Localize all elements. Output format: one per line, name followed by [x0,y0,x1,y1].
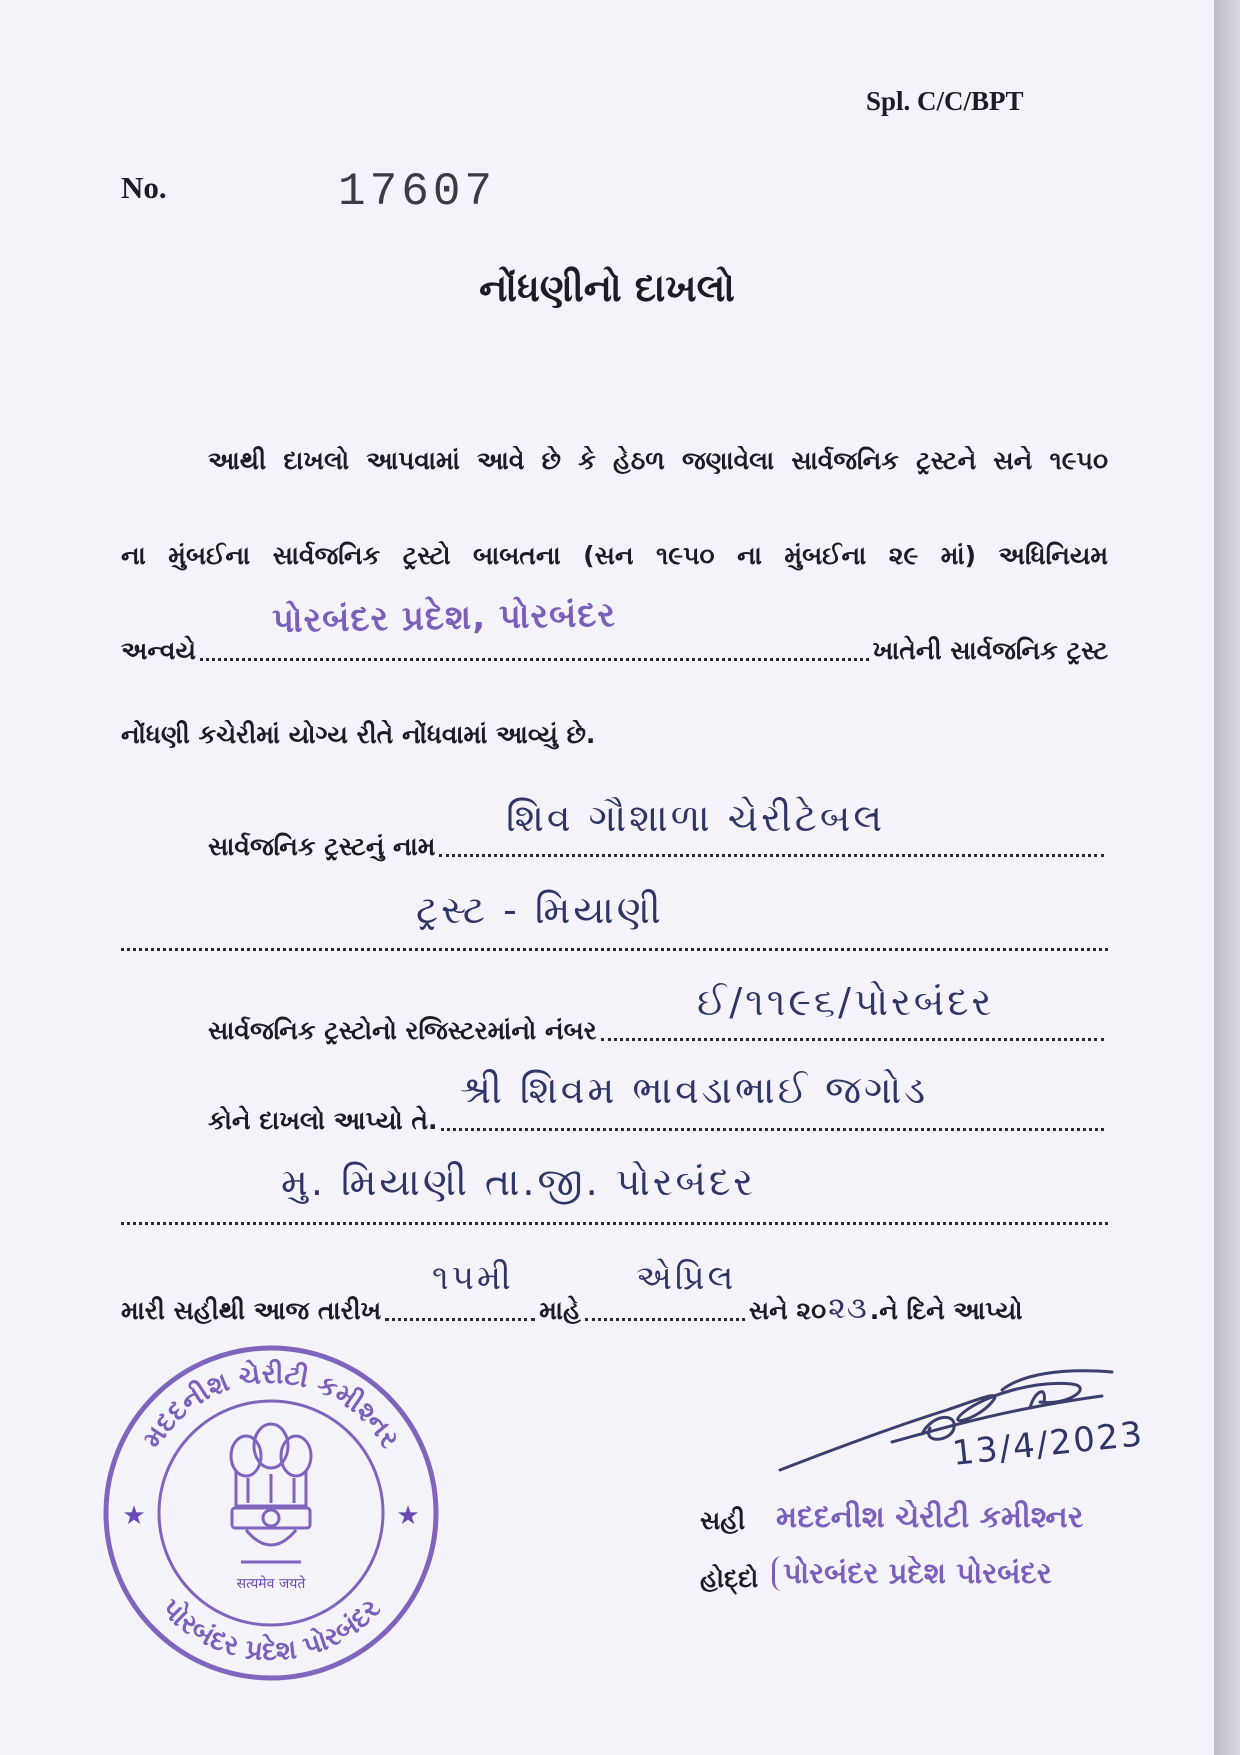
month-label: માહે [539,1296,581,1325]
office-stamp: પોરબંદર પ્રદેશ, પોરબંદર [271,595,617,641]
day-dotted-field [385,1317,535,1321]
issued-to-label: કોને દાખલો આપ્યો તે. [208,1106,438,1135]
month-dotted-field [585,1317,745,1321]
page-title: નોંધણીનો દાખલો [479,266,735,310]
star-icon: ★ [122,1501,146,1530]
trust-name-dotted-field [439,853,1104,857]
lion-capital-emblem-icon [231,1424,311,1562]
body-line-3 [121,632,1108,666]
register-number-value: ઈ/૧૧૯૬/પોરબંદર [697,980,995,1024]
body-line-1: આથી દાખલો આપવામાં આવે છે કે હેઠળ જણાવેલા સાર્વજનિક ટ્રસ્ટને સને ૧૯૫૦ [208,446,1108,475]
register-number-dotted-field [601,1037,1104,1041]
star-icon: ★ [396,1501,420,1530]
trust-name-value-line-1: શિવ ગૌશાળા ચેરીટેબલ [506,796,886,840]
designation-label: હોદ્દો [700,1564,759,1593]
certificate-number: 17607 [338,166,497,218]
year-suffix: ૨૩ [828,1291,868,1326]
issued-to-dotted-field [441,1127,1104,1131]
seal-motto: सत्यमेव जयते [236,1576,306,1592]
sign-label: સહી [700,1506,746,1535]
body-line-4: નોંધણી કચેરીમાં યોગ્ય રીતે નોંધવામાં આવ્યું છે. [121,720,596,749]
trust-name-label: સાર્વજનિક ટ્રસ્ટનું નામ [208,832,436,861]
register-number-label: સાર્વજનિક ટ્રસ્ટોનો રજિસ્ટરમાંનો નંબર [208,1016,597,1045]
date-row [121,1290,1108,1326]
date-suffix: .ને દિને આપ્યો [869,1296,1023,1325]
svg-text:મદદનીશ ચેરીટી કમીશ્નર [137,1358,405,1454]
trust-name-value-line-2: ટ્રસ્ટ - મિયાણી [416,888,664,932]
body-line-3-prefix: અન્વયે [121,636,196,665]
seal-bottom-text: પોરબંદર પ્રદેશ પોરબંદર [155,1592,387,1668]
designation-stamp: પોરબંદર પ્રદેશ પોરબંદર [772,1556,1167,1591]
signature-date: 13/4/2023 [950,1414,1146,1474]
issued-to-value-line-2: મુ. મિયાણી તા.જી. પોરબંદર [281,1160,756,1204]
seal-outer-ring [106,1348,436,1678]
form-code: Spl. C/C/BPT [866,86,1024,116]
day-value: ૧૫મી [432,1258,514,1298]
office-dotted-field [200,657,869,661]
certificate-number-label: No. [121,170,167,205]
issued-to-value-line-1: શ્રી શિવમ ભાવડાભાઈ જગોડ [460,1068,929,1112]
paper-edge [1214,0,1240,1755]
month-value: એપ્રિલ [636,1258,737,1298]
date-prefix: મારી સહીથી આજ તારીખ [121,1296,382,1325]
sign-stamp: મદદનીશ ચેરીટી કમીશ્નર [776,1500,1084,1535]
body-line-2: ના મુંબઈના સાર્વજનિક ટ્રસ્ટો બાબતના (સન ૧૯૫૦ ના મુંબઈના ૨૯ માં) અધિનિયમ [121,541,1108,570]
body-line-3-suffix: ખાતેની સાર્વજનિક ટ્રસ્ટ [872,636,1108,665]
official-round-seal [96,1338,446,1688]
seal-top-text: મદદનીશ ચેરીટી કમીશ્નર [136,1358,406,1454]
year-label: સને ૨૦ [748,1296,827,1325]
